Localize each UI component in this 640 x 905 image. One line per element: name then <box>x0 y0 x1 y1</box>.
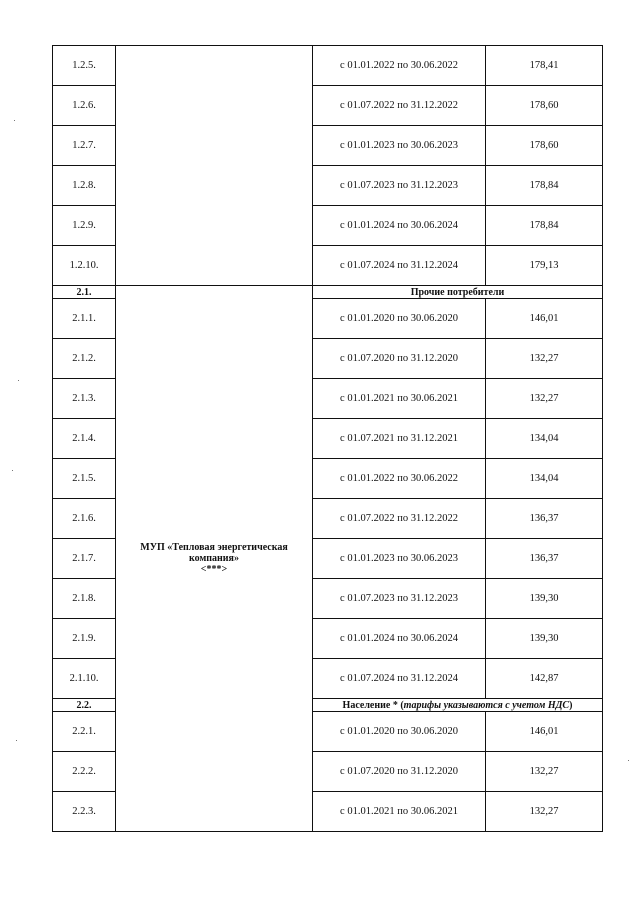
row-value: 139,30 <box>486 579 603 619</box>
group-title-italic: тарифы указываются с учетом НДС <box>403 699 570 711</box>
row-value: 132,27 <box>486 792 603 832</box>
row-period: с 01.01.2024 по 30.06.2024 <box>313 206 486 246</box>
organization-line: МУП «Тепловая энергетическая <box>140 542 288 553</box>
row-period: с 01.01.2023 по 30.06.2023 <box>313 539 486 579</box>
row-value: 178,60 <box>486 86 603 126</box>
row-period: с 01.01.2021 по 30.06.2021 <box>313 379 486 419</box>
row-value: 178,84 <box>486 166 603 206</box>
row-period: с 01.01.2023 по 30.06.2023 <box>313 126 486 166</box>
row-value: 132,27 <box>486 752 603 792</box>
organization-marker: <***> <box>200 564 228 575</box>
row-number: 1.2.5. <box>53 46 116 86</box>
group-header-row <box>53 286 603 299</box>
row-number: 2.2.3. <box>53 792 116 832</box>
row-value: 178,41 <box>486 46 603 86</box>
row-number: 2.2.2. <box>53 752 116 792</box>
row-number: 2.1.9. <box>53 619 116 659</box>
row-value: 134,04 <box>486 459 603 499</box>
tariff-table <box>52 45 603 832</box>
row-period: с 01.01.2021 по 30.06.2021 <box>313 792 486 832</box>
scan-speck <box>14 120 15 121</box>
row-number: 1.2.8. <box>53 166 116 206</box>
row-number: 2.1.5. <box>53 459 116 499</box>
row-number: 1.2.7. <box>53 126 116 166</box>
scan-speck <box>12 470 13 471</box>
row-period: с 01.07.2023 по 31.12.2023 <box>313 166 486 206</box>
row-value: 178,60 <box>486 126 603 166</box>
group-number: 2.2. <box>53 699 116 712</box>
row-value: 134,04 <box>486 419 603 459</box>
group-title-main: Население * ( <box>342 699 404 711</box>
group-title <box>313 699 603 712</box>
group-number: 2.1. <box>53 286 116 299</box>
group-title-end: ) <box>569 699 573 711</box>
row-number: 2.1.10. <box>53 659 116 699</box>
row-value: 132,27 <box>486 339 603 379</box>
row-value: 146,01 <box>486 299 603 339</box>
row-value: 179,13 <box>486 246 603 286</box>
organization-line: компания» <box>189 553 239 564</box>
row-period: с 01.07.2023 по 31.12.2023 <box>313 579 486 619</box>
scan-speck <box>18 380 19 381</box>
row-number: 2.1.2. <box>53 339 116 379</box>
row-period: с 01.01.2024 по 30.06.2024 <box>313 619 486 659</box>
scan-speck <box>628 760 629 761</box>
group-title: Прочие потребители <box>313 286 603 299</box>
row-period: с 01.07.2022 по 31.12.2022 <box>313 86 486 126</box>
row-period: с 01.07.2020 по 31.12.2020 <box>313 339 486 379</box>
organization-cell-empty <box>116 46 313 286</box>
row-value: 139,30 <box>486 619 603 659</box>
table-row <box>53 46 603 86</box>
row-period: с 01.07.2024 по 31.12.2024 <box>313 246 486 286</box>
row-period: с 01.01.2022 по 30.06.2022 <box>313 46 486 86</box>
row-number: 2.1.8. <box>53 579 116 619</box>
row-number: 1.2.6. <box>53 86 116 126</box>
row-number: 2.1.7. <box>53 539 116 579</box>
row-value: 178,84 <box>486 206 603 246</box>
row-number: 2.1.1. <box>53 299 116 339</box>
row-period: с 01.07.2022 по 31.12.2022 <box>313 499 486 539</box>
row-value: 142,87 <box>486 659 603 699</box>
row-period: с 01.01.2020 по 30.06.2020 <box>313 712 486 752</box>
row-number: 2.1.4. <box>53 419 116 459</box>
row-period: с 01.07.2021 по 31.12.2021 <box>313 419 486 459</box>
row-number: 1.2.9. <box>53 206 116 246</box>
scan-speck <box>16 740 17 741</box>
row-period: с 01.01.2020 по 30.06.2020 <box>313 299 486 339</box>
row-value: 136,37 <box>486 539 603 579</box>
organization-name <box>116 286 313 832</box>
row-value: 146,01 <box>486 712 603 752</box>
row-number: 2.1.6. <box>53 499 116 539</box>
row-number: 1.2.10. <box>53 246 116 286</box>
row-number: 2.1.3. <box>53 379 116 419</box>
row-number: 2.2.1. <box>53 712 116 752</box>
row-period: с 01.07.2024 по 31.12.2024 <box>313 659 486 699</box>
row-value: 136,37 <box>486 499 603 539</box>
row-value: 132,27 <box>486 379 603 419</box>
row-period: с 01.01.2022 по 30.06.2022 <box>313 459 486 499</box>
row-period: с 01.07.2020 по 31.12.2020 <box>313 752 486 792</box>
